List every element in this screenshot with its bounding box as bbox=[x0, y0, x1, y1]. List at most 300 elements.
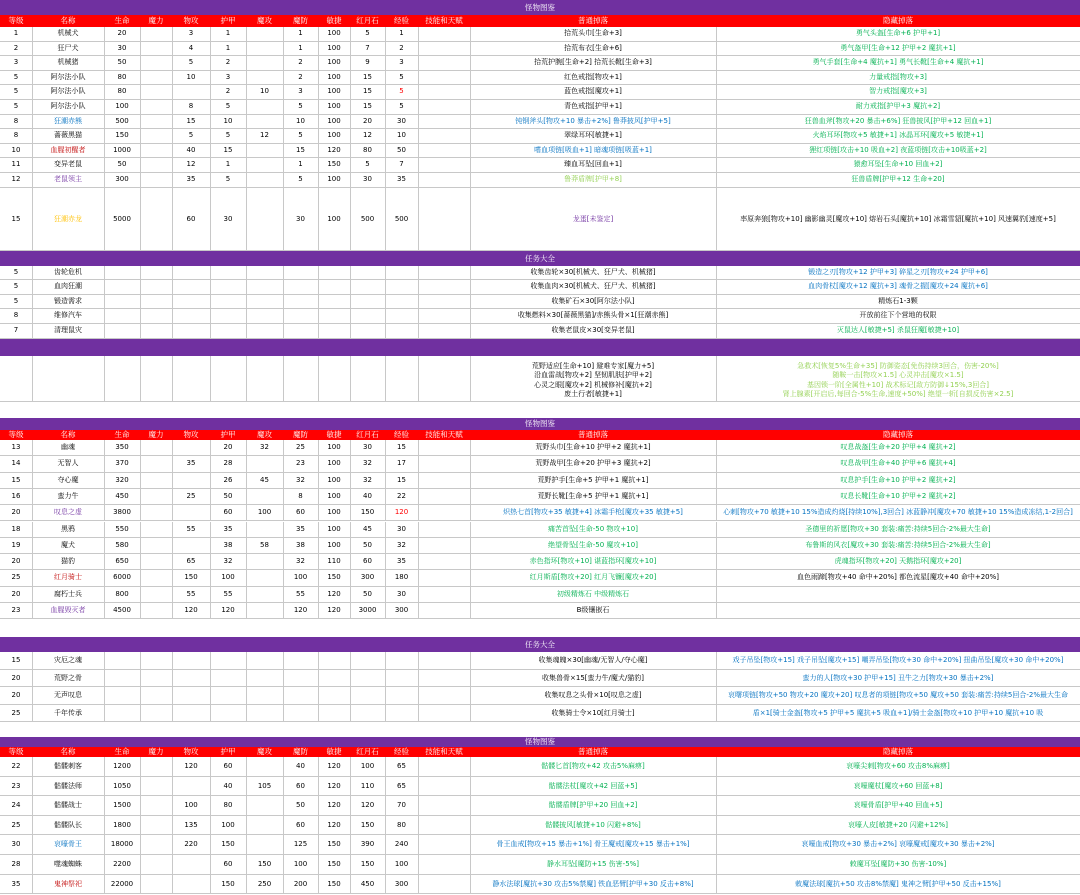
table-cell bbox=[418, 473, 470, 488]
table-cell bbox=[246, 158, 283, 172]
table-row bbox=[0, 816, 1080, 836]
column-header: 魔攻 bbox=[257, 747, 272, 756]
table-cell: 阿尔法小队 bbox=[50, 87, 86, 96]
table-cell: 哀嚎魔杖[魔攻+60 回蓝+8] bbox=[853, 781, 943, 790]
table-cell: 10 bbox=[296, 116, 305, 125]
table-cell bbox=[418, 27, 470, 41]
table-cell: 8 bbox=[188, 102, 194, 110]
column-header: 敏捷 bbox=[326, 16, 342, 25]
table-row bbox=[0, 324, 1080, 339]
table-cell: 35 bbox=[186, 459, 196, 468]
column-header: 红月石 bbox=[356, 16, 379, 25]
table-cell: 6000 bbox=[113, 573, 131, 582]
table-cell: 15 bbox=[397, 475, 406, 484]
table-cell bbox=[140, 687, 172, 704]
table-cell: 幽魂 bbox=[61, 443, 75, 451]
table-cell bbox=[140, 129, 172, 143]
table-cell bbox=[350, 266, 385, 280]
table-row bbox=[0, 144, 1080, 159]
table-cell: 25 bbox=[11, 573, 21, 582]
table-cell: 20 bbox=[11, 589, 21, 598]
table-cell: 150 bbox=[184, 573, 198, 582]
table-cell: 20 bbox=[11, 508, 21, 517]
table-cell: 红月斯盾[物攻+20] 红月飞镰[魔攻+20] bbox=[529, 573, 657, 582]
table-cell: 骷髅披风[敏捷+10 闪避+8%] bbox=[545, 820, 641, 829]
table-cell: 精炼石1-3颗 bbox=[878, 296, 918, 305]
table-cell bbox=[140, 188, 172, 250]
table-cell: 黑鸦 bbox=[61, 524, 75, 533]
table-cell bbox=[140, 56, 172, 70]
table-cell: 1 bbox=[298, 43, 303, 52]
table-cell: 鲁莽盾牌[护甲+8] bbox=[564, 175, 622, 183]
section-title-band: 怪物图鉴 bbox=[0, 737, 1080, 747]
table-cell: 100 bbox=[327, 29, 341, 37]
table-cell: 300 bbox=[360, 573, 375, 582]
column-header: 技能和天赋 bbox=[425, 430, 463, 439]
table-cell: 100 bbox=[327, 102, 341, 110]
table-cell bbox=[140, 652, 172, 669]
table-cell: 100 bbox=[327, 443, 341, 451]
table-cell: 5 bbox=[13, 282, 19, 291]
table-cell: 30 bbox=[397, 589, 406, 598]
table-cell bbox=[140, 440, 172, 455]
table-cell: 60 bbox=[223, 860, 233, 868]
table-cell: 5 bbox=[365, 160, 370, 169]
table-cell bbox=[350, 652, 385, 669]
table-cell: 38 bbox=[296, 540, 305, 549]
column-header: 隐藏掉落 bbox=[883, 747, 913, 756]
table-cell bbox=[283, 266, 318, 280]
column-header: 魔攻 bbox=[257, 16, 272, 25]
table-cell: 55 bbox=[186, 589, 196, 598]
table-cell: 3 bbox=[225, 72, 231, 81]
table-cell: 拾荒布衣[生命+6] bbox=[564, 43, 622, 52]
table-cell: 锻造需求 bbox=[54, 296, 82, 305]
table-cell: 心刺[物攻+70 敏捷+10 15%造成灼烧[持续10%],3回合] 冰蓝静冲[魔攻+70 敏捷+10 15%造成冻结,1-2回合] bbox=[723, 508, 1073, 517]
table-cell bbox=[385, 266, 418, 280]
table-cell bbox=[283, 280, 318, 294]
table-cell: 50 bbox=[363, 540, 372, 549]
table-row bbox=[0, 56, 1080, 71]
table-cell bbox=[172, 538, 210, 553]
table-cell bbox=[283, 652, 318, 669]
table-cell: 布鲁斯的风衣[魔攻+30 套装:痛苦:持续5回合-2%最大生命] bbox=[805, 540, 991, 549]
table-cell bbox=[140, 266, 172, 280]
table-cell bbox=[385, 705, 418, 722]
table-cell: 1000 bbox=[113, 145, 131, 154]
table-cell: 清理鼠灾 bbox=[54, 326, 82, 334]
table-cell: 2 bbox=[298, 58, 303, 67]
table-cell bbox=[140, 42, 172, 56]
table-cell: 50 bbox=[117, 58, 127, 67]
table-cell: 火焰耳环[物攻+5 敏捷+1] 冰晶耳环[魔攻+5 敏捷+1] bbox=[812, 131, 984, 140]
table-cell: 5 bbox=[188, 58, 194, 67]
table-cell: 狂兽血斧[物攻+20 暴击+6%] 狂兽披风[护甲+12 回血+1] bbox=[804, 116, 992, 125]
table-row bbox=[0, 757, 1080, 777]
table-cell bbox=[210, 652, 246, 669]
table-cell: 60 bbox=[296, 781, 305, 790]
table-cell bbox=[140, 554, 172, 569]
table-cell: 100 bbox=[221, 573, 235, 582]
table-cell: 150 bbox=[327, 840, 341, 849]
table-cell bbox=[210, 687, 246, 704]
table-row bbox=[0, 603, 1080, 619]
table-cell: 800 bbox=[115, 589, 129, 598]
table-row bbox=[0, 266, 1080, 281]
table-cell: 40 bbox=[223, 781, 233, 790]
table-cell bbox=[418, 440, 470, 455]
table-cell: 20 bbox=[11, 673, 21, 682]
table-cell: 65 bbox=[397, 781, 406, 790]
table-cell bbox=[318, 309, 350, 323]
table-row bbox=[0, 505, 1080, 521]
table-cell: B级镶嵌石 bbox=[576, 606, 610, 614]
table-cell: 150 bbox=[327, 160, 341, 169]
table-cell: 22000 bbox=[110, 879, 134, 888]
table-cell bbox=[140, 489, 172, 504]
table-cell: 13 bbox=[11, 443, 21, 451]
column-header-row bbox=[0, 430, 1080, 440]
table-cell bbox=[418, 42, 470, 56]
table-cell bbox=[283, 324, 318, 338]
table-cell: 红色戒指[物攻+1] bbox=[564, 72, 622, 81]
table-cell: 血肉骨杖[魔攻+12 魔抗+3] 魂骨之握[魔攻+24 魔抗+6] bbox=[808, 282, 988, 291]
table-cell bbox=[140, 309, 172, 323]
table-cell bbox=[172, 266, 210, 280]
table-cell: 15 bbox=[186, 116, 196, 125]
table-cell: 骨王血戒[物攻+15 暴击+1%] 骨王魔戒[魔攻+15 暴击+1%] bbox=[496, 840, 690, 849]
table-cell bbox=[104, 705, 140, 722]
table-cell: 虎魂指环[物攻+20] 天鹅指环[魔攻+20] bbox=[834, 557, 962, 566]
table-cell bbox=[418, 324, 470, 338]
column-header: 魔力 bbox=[148, 430, 164, 439]
table-cell bbox=[246, 100, 283, 114]
table-cell: 150 bbox=[327, 860, 341, 868]
table-cell: 灭鼠达人[敏捷+5] 杀鼠狂魔[敏捷+10] bbox=[836, 326, 960, 334]
table-cell: 1500 bbox=[113, 801, 131, 810]
table-cell: 20 bbox=[11, 691, 21, 699]
table-cell bbox=[140, 875, 172, 894]
table-cell bbox=[283, 687, 318, 704]
table-row bbox=[0, 85, 1080, 100]
table-cell: 32 bbox=[296, 475, 305, 484]
table-cell: 勇气盔甲[生命+12 护甲+2 魔抗+1] bbox=[840, 43, 956, 52]
table-cell bbox=[140, 777, 172, 796]
table-cell: 18000 bbox=[110, 840, 134, 849]
table-cell: 100 bbox=[327, 116, 341, 125]
table-cell: 耐力戒指[护甲+3 魔抗+2] bbox=[855, 102, 941, 110]
column-header: 魔防 bbox=[293, 16, 308, 25]
table-cell: 65 bbox=[186, 557, 196, 566]
table-cell: 12 bbox=[260, 131, 269, 140]
table-cell: 龙蛋[未鉴定] bbox=[572, 214, 614, 223]
table-row bbox=[0, 489, 1080, 505]
table-cell bbox=[385, 280, 418, 294]
column-header: 名称 bbox=[60, 430, 76, 439]
table-cell: 120 bbox=[327, 606, 341, 614]
table-cell bbox=[140, 705, 172, 722]
table-cell: 荒野战甲[生命+20 护甲+3 魔抗+2] bbox=[535, 459, 651, 468]
table-cell: 夺心魔 bbox=[57, 475, 79, 484]
table-cell bbox=[140, 835, 172, 854]
table-row bbox=[0, 835, 1080, 855]
column-header: 护甲 bbox=[220, 747, 236, 756]
table-cell bbox=[104, 280, 140, 294]
table-cell: 3800 bbox=[113, 508, 131, 517]
table-cell bbox=[140, 115, 172, 129]
table-cell: 120 bbox=[327, 589, 341, 598]
table-cell: 14 bbox=[11, 459, 21, 468]
table-row bbox=[0, 440, 1080, 456]
table-cell: 腐朽士兵 bbox=[54, 589, 82, 598]
table-cell: 绝望骨坠[生命-50 魔攻+10] bbox=[548, 540, 638, 549]
table-cell bbox=[418, 489, 470, 504]
table-cell bbox=[140, 71, 172, 85]
table-cell bbox=[418, 100, 470, 114]
column-header: 生命 bbox=[114, 430, 130, 439]
table-cell: 100 bbox=[293, 860, 308, 868]
table-row bbox=[0, 652, 1080, 670]
table-cell bbox=[246, 670, 283, 687]
table-cell: 5 bbox=[13, 267, 19, 276]
table-cell bbox=[140, 100, 172, 114]
table-cell: 机械猪 bbox=[57, 58, 79, 67]
table-cell: 变异老鼠 bbox=[54, 160, 82, 169]
table-cell: 100 bbox=[327, 459, 341, 468]
table-cell: 30 bbox=[397, 524, 406, 533]
table-cell: 3 bbox=[188, 29, 194, 37]
table-cell: 臻血耳坠[回血+1] bbox=[564, 160, 622, 169]
table-cell bbox=[140, 796, 172, 815]
table-cell bbox=[172, 295, 210, 309]
table-cell: 无声叹息 bbox=[54, 691, 82, 699]
column-header: 普通掉落 bbox=[578, 747, 608, 756]
table-cell bbox=[246, 816, 283, 835]
table-cell bbox=[418, 115, 470, 129]
table-cell: 噬魂蜘蛛 bbox=[54, 860, 82, 868]
table-cell bbox=[350, 309, 385, 323]
table-cell: 4 bbox=[188, 43, 194, 52]
table-cell bbox=[210, 280, 246, 294]
table-cell bbox=[104, 670, 140, 687]
table-cell bbox=[140, 603, 172, 618]
table-cell bbox=[385, 670, 418, 687]
table-cell: 120 bbox=[327, 145, 341, 154]
table-cell: 60 bbox=[186, 214, 196, 223]
table-cell bbox=[210, 309, 246, 323]
table-cell bbox=[210, 324, 246, 338]
table-cell: 150 bbox=[115, 131, 129, 140]
table-cell: 红月骑士 bbox=[54, 573, 82, 582]
table-row bbox=[0, 705, 1080, 723]
table-cell: 3000 bbox=[358, 606, 377, 614]
table-cell: 收集叹息之头骨×10[叹息之虚] bbox=[544, 691, 642, 699]
table-cell: 5 bbox=[225, 102, 231, 110]
column-header: 普通掉落 bbox=[578, 16, 608, 25]
table-cell: 150 bbox=[327, 573, 341, 582]
table-cell: 19 bbox=[11, 540, 21, 549]
table-cell: 哀嚎尖刺[物攻+60 攻击8%麻痹] bbox=[846, 762, 950, 770]
table-cell bbox=[172, 505, 210, 520]
table-cell: 收集血肉×30[机械犬、狂尸犬、机械猪] bbox=[530, 282, 656, 291]
table-cell: 敕魔耳坠[魔防+30 伤害-10%] bbox=[849, 860, 947, 868]
table-row bbox=[0, 670, 1080, 688]
table-cell bbox=[246, 587, 283, 602]
table-cell: 100 bbox=[394, 860, 409, 868]
table-cell bbox=[246, 42, 283, 56]
table-cell: 60 bbox=[296, 508, 305, 517]
table-cell: 32 bbox=[363, 459, 372, 468]
table-cell: 15 bbox=[11, 475, 21, 484]
table-cell: 骷髅队长 bbox=[54, 820, 82, 829]
table-cell: 50 bbox=[363, 589, 372, 598]
table-cell: 40 bbox=[186, 145, 196, 154]
column-header: 魔力 bbox=[148, 16, 164, 25]
table-cell bbox=[246, 56, 283, 70]
column-header: 生命 bbox=[114, 747, 130, 756]
table-cell: 1 bbox=[225, 160, 231, 169]
table-row bbox=[0, 115, 1080, 130]
table-cell: 20 bbox=[11, 557, 21, 566]
table-row bbox=[0, 554, 1080, 570]
table-cell: 叹息护手[生命+10 护甲+2 魔抗+2] bbox=[840, 475, 956, 484]
table-cell bbox=[283, 670, 318, 687]
column-header: 物攻 bbox=[183, 430, 199, 439]
table-cell bbox=[350, 705, 385, 722]
table-cell bbox=[172, 687, 210, 704]
table-cell bbox=[418, 144, 470, 158]
table-cell: 150 bbox=[221, 879, 235, 888]
table-cell: 35 bbox=[296, 524, 305, 533]
table-cell: 32 bbox=[397, 540, 406, 549]
table-cell: 25 bbox=[11, 820, 21, 829]
table-row bbox=[0, 570, 1080, 586]
table-cell: 30 bbox=[223, 214, 233, 223]
table-cell: 开放前往下个营地的权限 bbox=[859, 311, 937, 320]
table-cell: 80 bbox=[117, 87, 127, 96]
table-cell: 65 bbox=[397, 762, 406, 770]
table-cell: 骷髅法师 bbox=[54, 781, 82, 790]
table-cell: 40 bbox=[363, 491, 372, 500]
table-cell: 25 bbox=[186, 491, 196, 500]
table-cell: 阿尔法小队 bbox=[50, 72, 86, 81]
table-cell: 维修汽车 bbox=[54, 311, 82, 320]
table-cell: 25 bbox=[296, 443, 305, 451]
table-cell: 猿愈耳坠[生命+10 回血+2] bbox=[853, 160, 943, 169]
table-cell: 35 bbox=[397, 557, 406, 566]
column-header: 红月石 bbox=[356, 430, 379, 439]
table-cell: 100 bbox=[327, 131, 341, 140]
table-cell: 50 bbox=[223, 491, 233, 500]
table-cell: 32 bbox=[363, 475, 372, 484]
table-cell: 5 bbox=[298, 102, 303, 110]
table-cell: 炽热七首[物攻+35 敏捷+4] 冰霜手枪[魔攻+35 敏捷+5] bbox=[503, 508, 683, 517]
section-title-band: 怪物图鉴 bbox=[0, 418, 1080, 430]
table-cell bbox=[246, 324, 283, 338]
table-cell: 猫豹 bbox=[61, 557, 75, 566]
table-cell: 叹息战盔[生命+20 护甲+4 魔抗+2] bbox=[840, 443, 956, 451]
table-cell: 10 bbox=[223, 116, 233, 125]
table-cell: 8 bbox=[13, 116, 19, 125]
table-cell bbox=[246, 144, 283, 158]
table-cell: 哀嚎血戒[物攻+30 暴击+2%] 哀嚎魔戒[魔攻+30 暴击+2%] bbox=[801, 840, 995, 849]
table-cell bbox=[172, 652, 210, 669]
table-cell bbox=[418, 85, 470, 99]
table-cell bbox=[140, 280, 172, 294]
table-cell bbox=[140, 324, 172, 338]
table-cell: 圣德里的祈愿[物攻+30 套装:痛苦:持续5回合-2%最大生命] bbox=[805, 524, 991, 533]
table-cell: 荒野之骨 bbox=[54, 673, 82, 682]
table-cell: 蛮力牛 bbox=[57, 491, 79, 500]
table-cell: 30 bbox=[363, 443, 372, 451]
table-cell bbox=[418, 855, 470, 874]
table-cell: 80 bbox=[223, 801, 233, 810]
table-cell: 120 bbox=[221, 606, 235, 614]
table-cell: 22 bbox=[397, 491, 406, 500]
table-cell: 30 bbox=[117, 43, 127, 52]
table-cell: 魔犬 bbox=[61, 540, 75, 549]
table-cell: 荒野长靴[生命+5 护甲+1 魔抗+1] bbox=[537, 491, 649, 500]
table-cell bbox=[104, 687, 140, 704]
table-cell: 赤色指环[物攻+10] 谌蓝指环[魔攻+10] bbox=[529, 557, 657, 566]
table-cell bbox=[172, 309, 210, 323]
table-cell: 120 bbox=[293, 606, 308, 614]
column-header: 等级 bbox=[8, 430, 24, 439]
table-cell bbox=[418, 816, 470, 835]
table-cell: 狂尸犬 bbox=[57, 43, 79, 52]
table-cell bbox=[104, 295, 140, 309]
table-cell: 力量戒指[物攻+3] bbox=[869, 72, 927, 81]
table-cell: 24 bbox=[11, 801, 21, 810]
table-cell bbox=[318, 687, 350, 704]
table-cell bbox=[385, 687, 418, 704]
table-cell: 60 bbox=[223, 762, 233, 770]
table-cell: 32 bbox=[223, 557, 233, 566]
talents-list: 急救术[恢复5%生命+35] 防御姿态[免伤持续3回合，伤害-20%] 随鞍一击[物攻×1.5] 心灵冲击[魔攻×1.5] 基因锁一阶[全属性+10] 战术标记[敌方防御↓15%,3回合] 肾上腺素[开启后,每回合-5%生命,速度+50%] 绝望一斩[自损反伤害×2.5] bbox=[782, 361, 1014, 399]
table-cell: 11 bbox=[11, 160, 21, 169]
table-cell: 55 bbox=[223, 589, 233, 598]
table-cell bbox=[418, 158, 470, 172]
table-cell: 千年传承 bbox=[54, 708, 82, 717]
table-cell: 30 bbox=[397, 116, 406, 125]
table-cell: 220 bbox=[184, 840, 198, 849]
table-cell: 5 bbox=[225, 131, 231, 140]
table-cell: 老鼠领主 bbox=[54, 175, 82, 183]
table-cell bbox=[318, 705, 350, 722]
table-cell bbox=[318, 280, 350, 294]
table-cell bbox=[418, 309, 470, 323]
table-cell bbox=[418, 188, 470, 250]
table-cell: 30 bbox=[363, 175, 372, 183]
table-cell: 10 bbox=[260, 87, 269, 96]
table-cell: 15 bbox=[363, 72, 372, 81]
table-cell: 50 bbox=[397, 145, 406, 154]
table-cell: 16 bbox=[11, 491, 21, 500]
table-cell bbox=[104, 309, 140, 323]
table-cell bbox=[172, 440, 210, 455]
table-row bbox=[0, 295, 1080, 310]
table-cell bbox=[172, 324, 210, 338]
table-cell: 100 bbox=[327, 72, 341, 81]
column-header: 生命 bbox=[114, 16, 130, 25]
table-cell: 荒野头巾[生命+10 护甲+2 魔抗+1] bbox=[535, 443, 651, 451]
table-cell: 2 bbox=[225, 58, 231, 67]
table-cell: 1800 bbox=[113, 820, 131, 829]
table-cell: 100 bbox=[327, 475, 341, 484]
table-row bbox=[0, 188, 1080, 251]
table-row bbox=[0, 173, 1080, 188]
table-cell: 120 bbox=[327, 762, 341, 770]
